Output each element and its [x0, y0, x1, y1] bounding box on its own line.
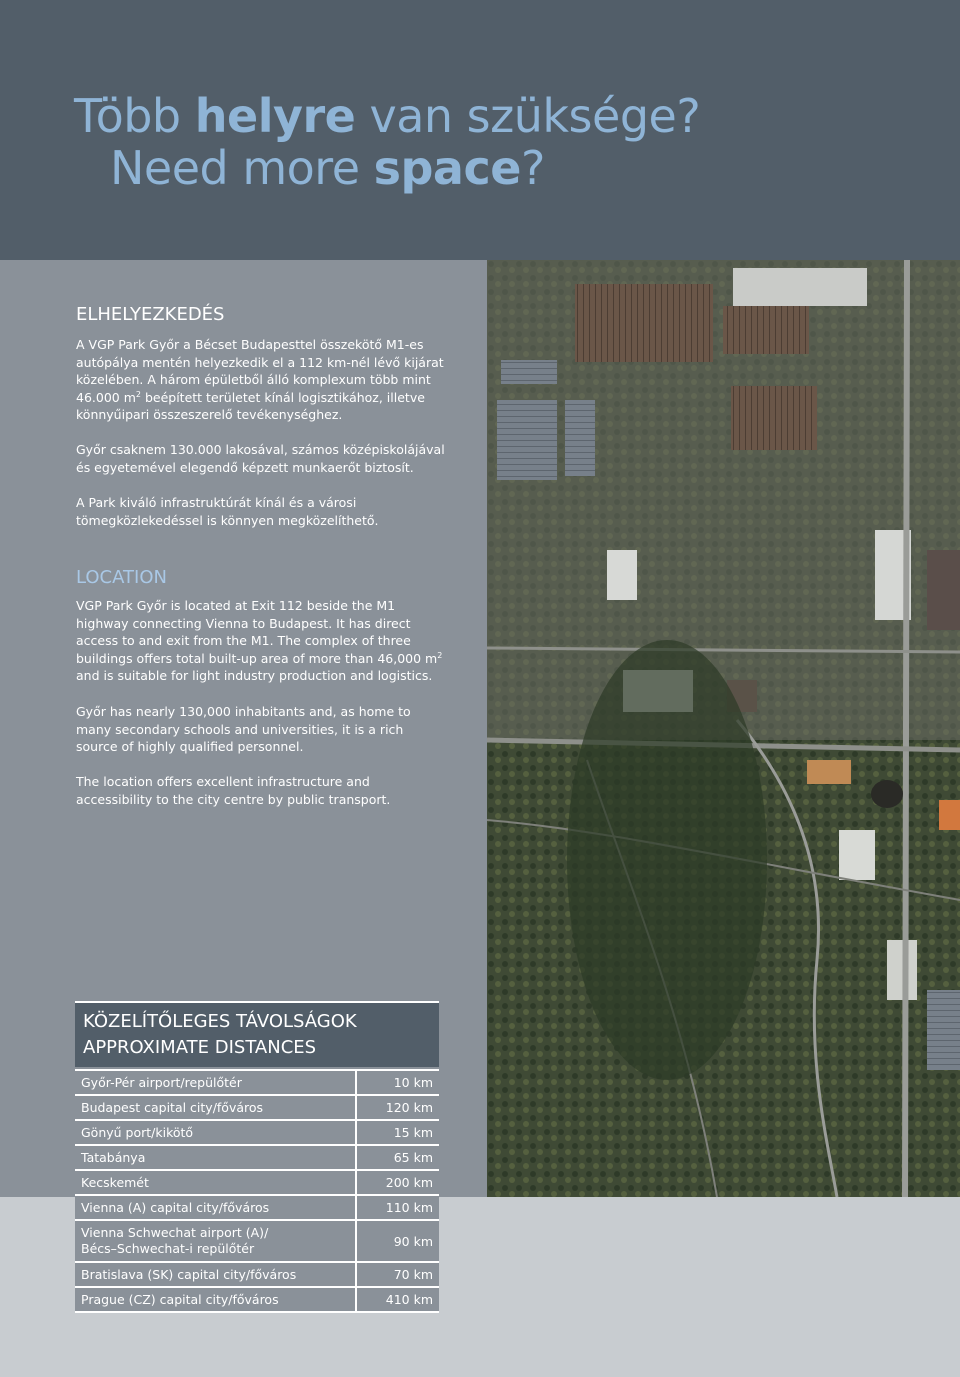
paragraph-hu-3: A Park kiváló infrastruktúrát kínál és a városi tömegközlekedéssel is könnyen megközelíthető. [76, 495, 379, 528]
distance-row [75, 1171, 439, 1196]
distance-place: Budapest capital city/főváros [75, 1096, 357, 1119]
paragraph-en-2: Győr has nearly 130,000 inhabitants and, as home to many secondary schools and universities, it is a rich source of highly qualified personnel. [76, 704, 411, 755]
distance-table [75, 1001, 439, 1313]
paragraph-hu-2: Győr csaknem 130.000 lakosával, számos középiskolájával és egyetemével elegendő képzett munkaerőt biztosít. [76, 442, 445, 475]
distance-km: 110 km [385, 1200, 433, 1215]
distance-row [75, 1121, 439, 1146]
header-banner [0, 0, 960, 260]
heading-location: LOCATION [76, 567, 167, 588]
distance-row [75, 1196, 439, 1221]
title-english: Need more space? [110, 141, 545, 195]
distance-km: 10 km [393, 1075, 433, 1090]
distance-row [75, 1263, 439, 1288]
title-hungarian: Több helyre van szüksége? [74, 89, 701, 143]
distance-row [75, 1146, 439, 1171]
distance-km: 70 km [393, 1267, 433, 1282]
heading-elhelyezkedes: ELHELYEZKEDÉS [76, 304, 225, 325]
aerial-photo [487, 260, 960, 1197]
distance-km: 15 km [393, 1125, 433, 1140]
distance-km: 90 km [393, 1233, 433, 1249]
distance-row [75, 1221, 439, 1263]
distance-place: Vienna (A) capital city/főváros [75, 1196, 357, 1219]
distance-km: 410 km [385, 1292, 433, 1307]
paragraph-en-1: VGP Park Győr is located at Exit 112 beside the M1 highway connecting Vienna to Budapest. It has direct access to and exit from the M1. The complex of three buildings offers total built-up area of more than 46,000 $m^2$ and is suitable for light industry production and logistics. [76, 598, 443, 684]
distance-title-en: APPROXIMATE DISTANCES [83, 1037, 317, 1058]
distance-place: Vienna Schwechat airport (A)/ Bécs–Schwechat-i repülőtér [75, 1221, 357, 1261]
distance-km: 120 km [385, 1100, 433, 1115]
distance-place: Kecskemét [75, 1171, 357, 1194]
distance-place: Gönyű port/kikötő [75, 1121, 357, 1144]
paragraph-hu-1: A VGP Park Győr a Bécset Budapesttel összekötő M1-es autópálya mentén helyezkedik el a 112 km-nél lévő kijárat közelében. A három épületből álló komplexum több mint 46.000 $m^2$ beépített területet kínál logisztikához, illetve könnyűipari összeszerelő tevékenységhez. [76, 337, 444, 423]
distance-place: Győr-Pér airport/repülőtér [75, 1071, 357, 1094]
distance-table-header [75, 1001, 439, 1067]
distance-rows [75, 1069, 439, 1313]
paragraph-en-3: The location offers excellent infrastructure and accessibility to the city centre by public transport. [76, 774, 391, 807]
distance-row [75, 1069, 439, 1096]
distance-place: Prague (CZ) capital city/főváros [75, 1288, 357, 1311]
distance-place: Tatabánya [75, 1146, 357, 1169]
distance-title-hu: KÖZELÍTŐLEGES TÁVOLSÁGOK [83, 1011, 357, 1032]
distance-km: 200 km [385, 1175, 433, 1190]
distance-km: 65 km [393, 1150, 433, 1165]
distance-row [75, 1096, 439, 1121]
distance-place: Bratislava (SK) capital city/főváros [75, 1263, 357, 1286]
distance-row [75, 1288, 439, 1313]
